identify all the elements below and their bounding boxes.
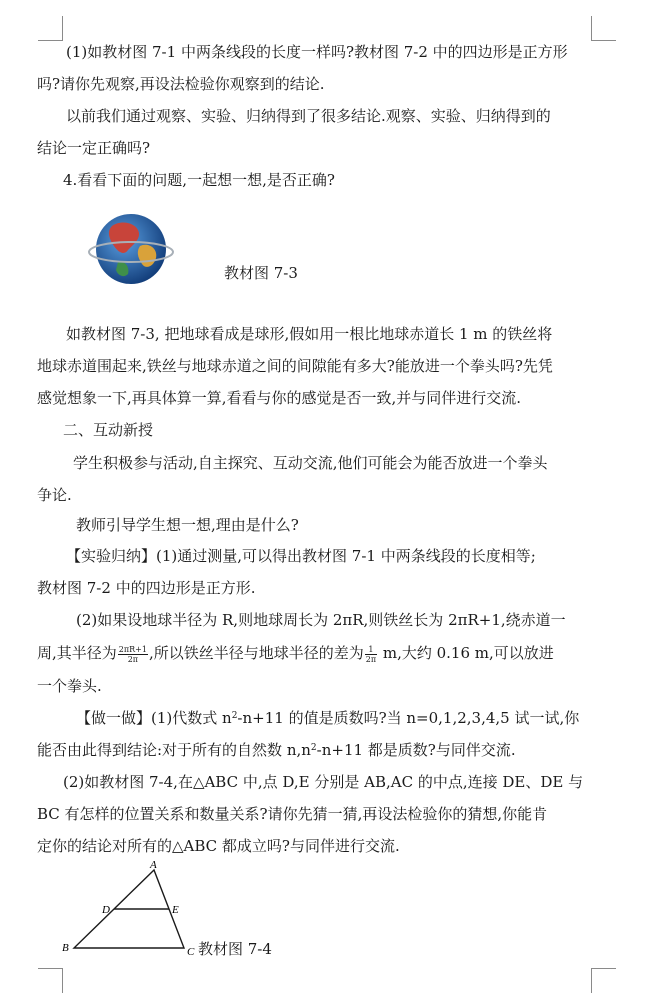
corner-mark-bottom-right [591, 968, 616, 993]
paragraph-2-line-2: 结论一定正确吗? [37, 139, 151, 157]
paragraph-5-line-1: 学生积极参与活动,自主探究、互动交流,他们可能会为能否放进一个拳头 [73, 454, 548, 472]
corner-mark-bottom-left [38, 968, 63, 993]
label-b: B [62, 942, 69, 954]
paragraph-9-text-a: 【做一做】(1)代数式 n [76, 709, 232, 727]
fraction-difference-denominator: 2π [365, 654, 377, 664]
label-e: E [172, 904, 179, 916]
paragraph-8-text-a: 周,其半径为 [37, 644, 117, 662]
corner-mark-top-right [591, 16, 616, 41]
paragraph-8-text-c: m,大约 0.16 m,可以放进 [378, 644, 554, 662]
paragraph-4-line-2: 地球赤道围起来,铁丝与地球赤道之间的间隙能有多大?能放进一个拳头吗?先凭 [37, 357, 553, 375]
paragraph-8-line-2 [37, 642, 554, 664]
paragraph-8-line-3: 一个拳头. [37, 677, 102, 695]
exponent: 2 [231, 711, 238, 721]
paragraph-9-line-2 [37, 739, 516, 761]
paragraph-8-text-b: ,所以铁丝半径与地球半径的差为 [148, 644, 364, 662]
fraction-radius-denominator: 2π [127, 654, 139, 664]
paragraph-4-line-3: 感觉想象一下,再具体算一算,看看与你的感觉是否一致,并与同伴进行交流. [37, 389, 522, 407]
triangle-diagram [60, 858, 200, 958]
paragraph-8-line-1: (2)如果设地球半径为 R,则地球周长为 2πR,则铁丝长为 2πR+1,绕赤道一 [76, 611, 566, 629]
paragraph-1-line-2: 吗?请你先观察,再设法检验你观察到的结论. [37, 75, 325, 93]
paragraph-3: 4.看看下面的问题,一起想一想,是否正确? [63, 171, 335, 189]
fraction-difference [365, 645, 377, 664]
paragraph-10-line-3: 定你的结论对所有的△ABC 都成立吗?与同伴进行交流. [37, 837, 400, 855]
paragraph-2-line-1: 以前我们通过观察、实验、归纳得到了很多结论.观察、实验、归纳得到的 [66, 107, 551, 125]
paragraph-10-line-1: (2)如教材图 7-4,在△ABC 中,点 D,E 分别是 AB,AC 的中点,连接 DE、DE 与 [63, 773, 584, 791]
paragraph-1-line-1: (1)如教材图 7-1 中两条线段的长度一样吗?教材图 7-2 中的四边形是正方形 [66, 43, 568, 61]
corner-mark-top-left [38, 16, 63, 41]
figure-7-4-caption: 教材图 7-4 [198, 940, 272, 958]
paragraph-9-text-c: 能否由此得到结论:对于所有的自然数 n,n [37, 741, 311, 759]
paragraph-4-line-1: 如教材图 7-3, 把地球看成是球形,假如用一根比地球赤道长 1 m 的铁丝将 [66, 325, 553, 343]
fraction-difference-numerator: 1 [365, 645, 377, 655]
paragraph-9-text-b: -n+11 的值是质数吗?当 n=0,1,2,3,4,5 试一试,你 [237, 709, 580, 727]
fraction-radius-numerator: 2πR+1 [118, 644, 147, 654]
paragraph-9-text-d: -n+11 都是质数?与同伴交流. [316, 741, 516, 759]
paragraph-10-line-2: BC 有怎样的位置关系和数量关系?请你先猜一猜,再设法检验你的猜想,你能肯 [37, 805, 548, 823]
exponent: 2 [310, 743, 317, 753]
paragraph-7-line-1: 【实验归纳】(1)通过测量,可以得出教材图 7-1 中两条线段的长度相等; [66, 547, 536, 565]
label-c: C [187, 946, 195, 958]
section-heading: 二、互动新授 [63, 421, 154, 439]
figure-7-3-caption: 教材图 7-3 [224, 264, 298, 282]
label-d: D [102, 904, 110, 916]
label-a: A [150, 859, 157, 871]
paragraph-5-line-2: 争论. [37, 486, 72, 504]
fraction-radius [118, 645, 148, 664]
paragraph-6: 教师引导学生想一想,理由是什么? [76, 516, 299, 534]
paragraph-7-line-2: 教材图 7-2 中的四边形是正方形. [37, 579, 256, 597]
globe-image [88, 206, 174, 292]
paragraph-9-line-1 [76, 707, 579, 729]
